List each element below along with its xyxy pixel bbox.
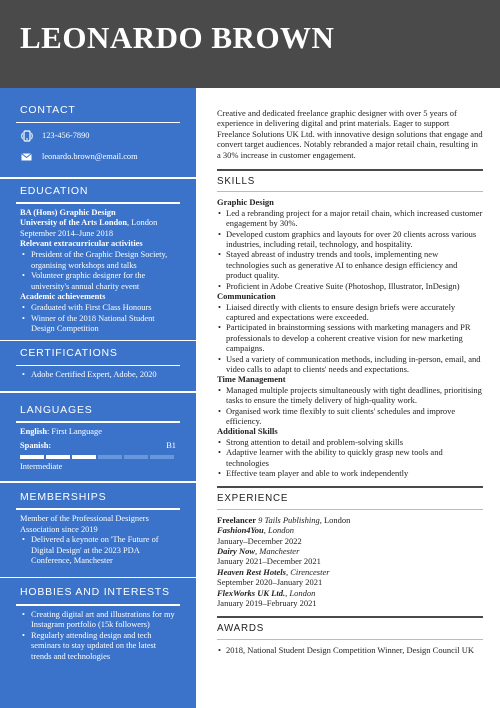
list-item: • Graduated with First Class Honours xyxy=(20,303,176,314)
skill-group-title: Communication xyxy=(217,291,276,302)
degree: BA (Hons) Graphic Design xyxy=(20,207,116,217)
client-dates: January 2019–February 2021 xyxy=(217,598,317,609)
hobbies-rule xyxy=(16,604,180,606)
education-dates: September 2014–June 2018 xyxy=(20,228,114,238)
proficiency-segment xyxy=(46,455,70,459)
proficiency-segment xyxy=(150,455,174,459)
experience-role xyxy=(217,515,483,525)
list-item: • Developed custom graphics and layouts for over 20 clients across various industries, including retail, technology, and hospitality. xyxy=(217,229,483,250)
achievements-title: Academic achievements xyxy=(20,292,106,302)
list-item: • Adobe Certified Expert, Adobe, 2020 xyxy=(20,370,176,381)
school-location: , London xyxy=(127,218,158,228)
list-item: • Participated in brainstorming sessions with marketing managers and PR professionals to develop a coherent creative vision for new marketing campaigns. xyxy=(217,322,483,353)
memberships-title: MEMBERSHIPS xyxy=(20,490,107,503)
awards-list xyxy=(217,645,483,655)
phone-number[interactable]: 123-456-7890 xyxy=(42,130,90,140)
role-title: Freelancer xyxy=(217,514,257,525)
english-label: English xyxy=(20,426,48,436)
skills-groups xyxy=(217,197,483,478)
email-row xyxy=(20,151,176,163)
client-name: Dairy Now xyxy=(217,546,256,557)
list-item: • Led a rebranding project for a major retail chain, which increased customer engagement by 30%. xyxy=(217,208,483,229)
role-location: , London xyxy=(319,514,351,525)
list-item: • Volunteer graphic designer for the university's annual charity event xyxy=(20,271,176,292)
section-divider xyxy=(0,177,196,179)
client-location: , Cirencester xyxy=(285,566,330,577)
section-divider xyxy=(0,340,196,342)
list-item: • Effective team player and able to work independently xyxy=(217,468,483,478)
spanish-code: B1 xyxy=(166,441,176,451)
client-name: Fashion4You xyxy=(217,525,264,536)
list-item: • Used a variety of communication methods, including in-person, email, and video calls to adapt to clients' needs and expectations. xyxy=(217,354,483,375)
section-divider xyxy=(0,577,196,579)
resume-header xyxy=(0,0,500,88)
client-name: FlexWorks UK Ltd. xyxy=(217,587,286,598)
hobbies-list xyxy=(20,610,176,663)
education-title: EDUCATION xyxy=(20,184,89,197)
spanish-colon: : xyxy=(48,441,52,451)
hobbies-title: HOBBIES AND INTERESTS xyxy=(20,586,170,599)
skill-list xyxy=(217,302,483,375)
section-divider xyxy=(0,481,196,483)
client-dates: January 2021–December 2021 xyxy=(217,556,321,567)
client-dates: January–December 2022 xyxy=(217,535,302,546)
memberships-list xyxy=(20,535,176,567)
experience-entries xyxy=(217,525,483,608)
phone-row xyxy=(20,130,176,142)
school: University of the Arts London xyxy=(20,218,128,228)
skill-list xyxy=(217,437,483,479)
list-item: • Liaised directly with clients to ensure design briefs were accurately captured and expectations were exceeded. xyxy=(217,302,483,323)
language-spanish xyxy=(20,441,176,452)
experience-client xyxy=(217,525,483,535)
english-level: : First Language xyxy=(47,426,102,436)
experience-client xyxy=(217,567,483,577)
experience-client xyxy=(217,588,483,598)
education-block xyxy=(20,208,176,335)
list-item: • Organised work time flexibly to suit clients' schedules and improve efficiency. xyxy=(217,406,483,427)
section-divider xyxy=(0,391,196,393)
client-location: , London xyxy=(285,587,316,598)
certifications-list xyxy=(20,370,176,381)
client-dates: September 2020–January 2021 xyxy=(217,577,323,588)
contact-rule xyxy=(16,122,180,124)
languages-title: LANGUAGES xyxy=(20,403,93,416)
list-item: • 2018, National Student Design Competition Winner, Design Council UK xyxy=(217,645,483,655)
list-item: • Strong attention to detail and problem-solving skills xyxy=(217,437,483,447)
sidebar xyxy=(0,88,196,708)
envelope-icon xyxy=(20,151,34,163)
list-item: • Regularly attending design and tech seminars to stay updated on the latest trends and technologies xyxy=(20,631,176,663)
list-item: • Stayed abreast of industry trends and tools, implementing new technologies such as generative AI to enhance design efficiency and product quality. xyxy=(217,249,483,280)
role-company: 9 Tails Publishing xyxy=(258,514,320,525)
certifications-title: CERTIFICATIONS xyxy=(20,347,118,360)
list-item: • President of the Graphic Design Society, organising workshops and talks xyxy=(20,250,176,271)
candidate-name: LEONARDO BROWN xyxy=(20,20,335,55)
languages-rule xyxy=(16,421,180,423)
proficiency-segment xyxy=(124,455,148,459)
proficiency-segment xyxy=(20,455,44,459)
skill-group-title: Additional Skills xyxy=(217,426,278,437)
membership-intro: Member of the Professional Designers Association since 2019 xyxy=(20,513,149,534)
language-english xyxy=(20,427,176,438)
main-content xyxy=(217,108,483,655)
spanish-label: Spanish xyxy=(20,441,49,451)
memberships-rule xyxy=(16,508,180,510)
skill-group-title: Graphic Design xyxy=(217,197,274,208)
extracurricular-title: Relevant extracurricular activities xyxy=(20,239,143,249)
list-item: • Managed multiple projects simultaneously with tight deadlines, prioritising tasks to ensure the timely delivery of high-quality work. xyxy=(217,385,483,406)
certifications-rule xyxy=(16,365,180,367)
client-name: Heaven Rest Hotels xyxy=(217,566,286,577)
skill-group-title: Time Management xyxy=(217,374,286,385)
client-location: , Manchester xyxy=(255,546,300,557)
skill-list xyxy=(217,385,483,427)
proficiency-segment xyxy=(72,455,96,459)
phone-icon xyxy=(20,130,34,142)
spanish-proficiency-bar xyxy=(20,455,176,459)
list-item: • Adaptive learner with the ability to quickly grasp new tools and technologies xyxy=(217,447,483,468)
experience-client xyxy=(217,546,483,556)
section-divider xyxy=(217,169,483,171)
list-item: • Delivered a keynote on 'The Future of Digital Design' at the 2023 PDA Conference, Manchester xyxy=(20,535,176,567)
awards-title: AWARDS xyxy=(217,624,483,639)
client-location: , London xyxy=(263,525,295,536)
list-item: • Proficient in Adobe Creative Suite (Photoshop, Illustrator, InDesign) xyxy=(217,281,483,291)
email-address[interactable]: leonardo.brown@email.com xyxy=(42,151,138,161)
skill-list xyxy=(217,208,483,291)
proficiency-segment xyxy=(98,455,122,459)
education-rule xyxy=(16,202,180,204)
contact-title: CONTACT xyxy=(20,104,76,116)
extracurricular-list xyxy=(20,250,176,292)
spanish-level: Intermediate xyxy=(20,461,63,471)
achievements-list xyxy=(20,303,176,335)
experience-title: EXPERIENCE xyxy=(217,494,483,509)
profile-summary: Creative and dedicated freelance graphic designer with over 5 years of experience in delivering digital and print materials. Eager to support Freelance Solutions UK Ltd. with innovative design solutions that engage and convert target audiences. Notably rebranded a major retail chain, resulting in a 30% increase in customer engagement. xyxy=(217,108,483,160)
list-item: • Winner of the 2018 National Student Design Competition xyxy=(20,314,176,335)
section-divider xyxy=(217,616,483,618)
section-divider xyxy=(217,486,483,488)
list-item: • Creating digital art and illustrations for my Instagram portfolio (15k followers) xyxy=(20,610,176,631)
skills-title: SKILLS xyxy=(217,177,483,192)
